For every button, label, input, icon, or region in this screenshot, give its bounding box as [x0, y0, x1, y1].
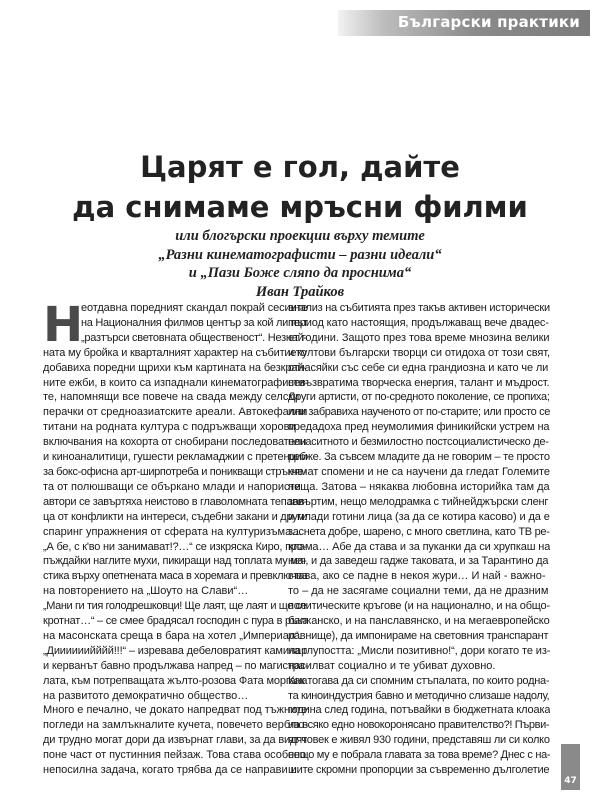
text-line: то – да не засягаме социални теми, да не дразним	[288, 585, 549, 598]
text-line: „А бе, с к'во ни занимават!?…“ се изкряска Киро, про-	[43, 540, 307, 553]
text-line: добавиха поредни щрихи към картината на безкрай-	[43, 361, 307, 374]
text-line: на Националния филмов център за кой ли път	[81, 316, 308, 329]
section-banner	[338, 10, 590, 36]
text-line: на глупостта: „Мисли позитивно!“, дори когато те из-	[288, 644, 550, 657]
text-line: „Диииииийййй!!!“ – изревава дебеловратият камилар	[43, 644, 308, 657]
text-line: нея, и да заведеш гадже таковата, и за Тарантино да	[288, 555, 549, 568]
text-line: става, ако се падне в некоя жури… И най - важно-	[288, 570, 546, 583]
author: Иван Трайков	[255, 283, 345, 300]
article-subtitle	[0, 227, 600, 301]
subtitle-line: „Разни кинематографисти – разни идеали“	[158, 246, 442, 263]
text-line: ет години. Защото през това време мнозина велики	[288, 331, 550, 344]
text-line: неща. Затова – някаква любовна историйка там да	[288, 480, 550, 493]
text-line: на развитото демократично общество…	[43, 689, 249, 702]
text-line: година след година, потъвайки в бюджетната клоака	[288, 704, 550, 717]
text-line: и киноаналитици, гушести рекламаджии с претенции	[43, 451, 308, 464]
text-line: ца от конфликти на интереси, съдебни закани и други	[43, 510, 308, 523]
text-line: политическите кръгове (и на национално, и на общо-	[288, 600, 550, 613]
page-number-tab	[561, 744, 580, 790]
text-line: Други артисти, от по-средното поколение, се пропиха;	[288, 391, 550, 404]
text-line: еотдавна поредният скандал покрай сесиите	[81, 302, 308, 314]
title-line: Царят е гол, дайте	[140, 150, 460, 184]
text-line: невъзвратима творческа енергия, талант и мъдрост.	[288, 376, 550, 389]
text-line: „разтърси световната общественост“. Незнай-	[81, 331, 307, 344]
text-line: нямат спомени и не са научени да гледат Големите	[288, 465, 550, 478]
text-line: клама… Абе да става и за пуканки да си хрупкаш на	[288, 540, 550, 553]
subtitle-line: и „Пази Боже сляпо да проснима“	[188, 265, 412, 281]
text-line: или забравиха наученото от по-старите; или просто се	[288, 406, 550, 419]
text-line: анализ на събитията през такъв активен исторически	[288, 302, 550, 314]
drop-cap: Н	[43, 297, 84, 353]
text-line: и култови български творци си отидоха от този свят,	[288, 346, 550, 359]
text-line: „Мани ги тия голодрешковци! Ще лаят, ще лаят и ще се	[43, 600, 307, 613]
article-title	[0, 147, 600, 227]
text-line: Много е печално, че докато напредват под тъжните	[43, 704, 308, 717]
text-line: те, напомнящи все повече на свада между селски	[43, 391, 300, 404]
text-line: отнасяйки със себе си една грандиозна и като че ли	[288, 361, 549, 374]
text-line: погледи на замлъкналите кучета, повечето верблю-	[43, 719, 308, 732]
text-line: спаринг упражнения от сферата на културизъма…	[43, 525, 303, 538]
text-line: ди трудно могат дори да извърнат глави, за да видят	[43, 734, 307, 747]
text-line: Как тогава да си спомним стъпалата, по които родна-	[288, 674, 550, 687]
subtitle-line: или блогърски проекции върху темите	[175, 228, 425, 244]
text-line: период като настоящия, продължаващ вече двадес-	[288, 316, 549, 329]
page-number: 47	[564, 776, 577, 786]
text-line: ят човек е живял 930 години, представяш ли си колко	[288, 734, 550, 747]
text-line: автори се завъртяха неистово в главоломната тепави-	[43, 495, 307, 508]
text-line: ната му бройка и кварталният характер на събитието	[43, 346, 307, 359]
text-line: за бокс-офисна арт-ширпотреба и поникващи стръкче-	[43, 465, 307, 478]
left-column	[43, 297, 308, 778]
text-line: предадоха пред неумолимия финикийски устрем на	[288, 421, 550, 434]
text-line: шите скромни пропорции за съвременно дълголетие	[288, 764, 550, 777]
title-line: да снимаме мръсни филми	[72, 190, 528, 224]
text-line: стика върху опетнената маса в хоремага и превключва	[43, 570, 308, 583]
text-line: ненаситното и безмилостно постсоциалистическо де-	[288, 436, 549, 449]
text-line: включвания на кохорта от снобирани последователи	[43, 436, 307, 449]
text-line: непосилна задача, когато трябва да се направи и	[43, 764, 297, 777]
text-line: ните ежби, в които са изпаднали кинематографисти-	[43, 376, 308, 389]
text-line: балканско, и на панславянско, и на мегаевропейско	[288, 615, 550, 628]
text-line: завъртим, нещо мелодрамка с тийнейджърски сленг	[288, 495, 549, 508]
text-line: на повторението на „Шоуто на Слави“…	[43, 585, 249, 598]
text-line: и млади готини лица (за да се котира касово) и да е	[288, 510, 550, 523]
text-line: та от полюшващи се объркано млади и напористи	[43, 480, 301, 493]
text-line: заснета добре, шарено, с много светлина, като ТВ ре-	[288, 525, 550, 538]
text-line: на масонската среща в бара на хотел „Империал“.	[43, 629, 302, 642]
text-line: нещо му е побрала главата за това време? Днес с на-	[288, 749, 550, 762]
text-line: и керванът бавно продължава напред – по магистра-	[43, 659, 308, 672]
text-line: перачки от средноазиатските ареали. Автокефални	[43, 406, 308, 419]
text-line: равнище), да импонираме на световния транспарант	[288, 629, 549, 642]
text-line: поне част от пустинния пейзаж. Това става особено	[43, 749, 307, 762]
text-line: насилват социално и те убиват духовно.	[288, 659, 496, 672]
text-line: та киноиндустрия бавно и методично слизаше надолу,	[288, 689, 550, 702]
text-line: пъждайки наглите мухи, пикиращи над топлата му ма-	[43, 555, 307, 568]
right-column	[288, 301, 550, 778]
section-label: Български практики	[397, 13, 580, 31]
text-line: титани на родната култура с подръжващи хорови	[43, 421, 296, 434]
text-line: кротнат…“ – се смее брадясал господин с пура в ръка	[43, 615, 308, 628]
text-line: лата, към потрепващата жълто-розова Фата моргана	[43, 674, 308, 687]
text-line: ребже. За съвсем младите да не говорим – те просто	[288, 451, 550, 464]
text-line: на всяко едно новокоронясано правителство?! Първи-	[288, 719, 550, 732]
